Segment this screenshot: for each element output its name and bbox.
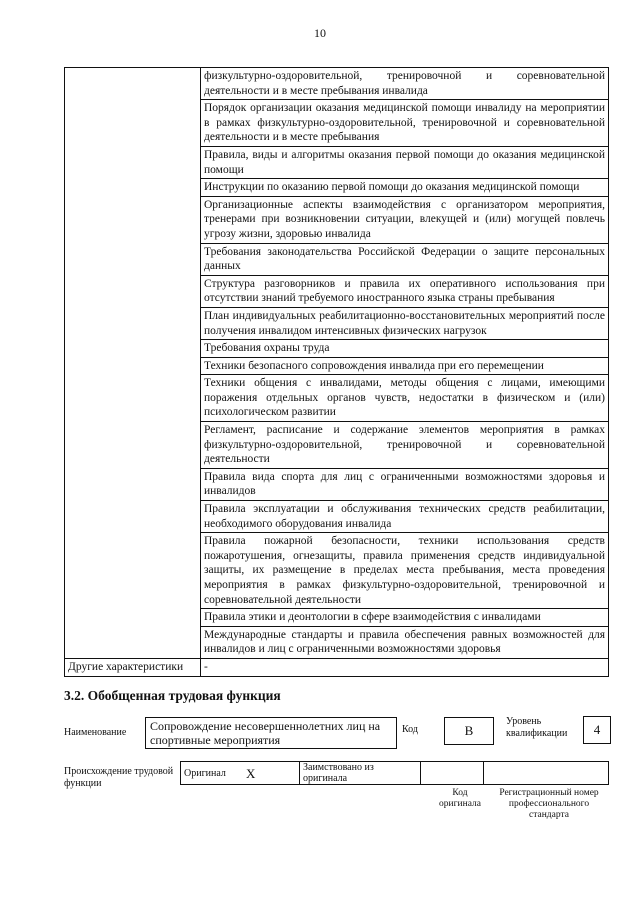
table-cell: Правила вида спорта для лиц с ограниченными возможностями здоровья и инвалидов [201,468,609,500]
table-cell: План индивидуальных реабилитационно-восстановительных мероприятий после получения инвалидом интенсивных физических нагрузок [201,307,609,339]
left-cell-empty [65,68,201,659]
other-characteristics-label: Другие характеристики [65,658,201,676]
table-cell: Требования охраны труда [201,340,609,358]
table-cell: Организационные аспекты взаимодействия с организатором мероприятия, тренерами при возникновении ситуации, влекущей и (или) могущей повлечь угрозу жизни, здоровью инвалида [201,196,609,243]
code-original-cell [421,762,484,785]
table-cell: Требования законодательства Российской Федерации о защите персональных данных [201,243,609,275]
table-cell: Международные стандарты и правила обеспечения равных возможностей для инвалидов и лиц с ограниченными возможностями здоровья [201,626,609,658]
table-cell: Техники общения с инвалидами, методы общения с лицами, имеющими поражения отдельных органов чувств, недостатки в физическом и (или) психологическом развитии [201,375,609,422]
level-label: Уровень квалификации [506,716,568,739]
reg-number-label: Регистрационный номер профессионального стандарта [499,788,599,820]
name-label: Наименование [64,727,127,738]
table-cell: Регламент, расписание и содержание элементов мероприятия в рамках физкультурно-оздоровительной, тренировочной и соревновательной деятельности [201,422,609,469]
table-cell: физкультурно-оздоровительной, тренировочной и соревновательной деятельности и в месте пребывания инвалида [201,68,609,100]
table-row-other [65,658,609,676]
origin-label: Происхождение трудовой функции [64,766,174,789]
table-row [65,68,609,100]
table-cell: Правила этики и деонтологии в сфере взаимодействия с инвалидами [201,609,609,627]
code-label: Код [402,724,418,735]
other-characteristics-value: - [201,658,609,676]
level-field: 4 [583,716,611,744]
table-cell: Правила эксплуатации и обслуживания технических средств реабилитации, необходимого оборудования инвалида [201,501,609,533]
table-cell: Правила, виды и алгоритмы оказания первой помощи до оказания медицинской помощи [201,146,609,178]
code-field: B [444,717,494,745]
reg-number-cell [484,762,609,785]
knowledge-table [64,67,609,677]
page-number: 10 [314,26,326,40]
table-cell: Структура разговорников и правила их оперативного использования при отсутствии знаний требуемого иностранного языка страны пребывания [201,275,609,307]
table-cell: Правила пожарной безопасности, техники использования средств пожаротушения, огнезащиты, правила применения средств индивидуальной защиты, их размещение в пределах места пребывания, места проведения мероприятия в рамках физкультурно-оздоровительной, тренировочной и соревновательной деятельности [201,533,609,609]
name-field: Сопровождение несовершеннолетних лиц на спортивные мероприятия [145,717,397,749]
table-cell: Техники безопасного сопровождения инвалида при его перемещении [201,357,609,375]
borrowed-label: Заимствовано из оригинала [300,762,421,785]
original-mark: X [243,762,300,785]
table-cell: Инструкции по оказанию первой помощи до оказания медицинской помощи [201,179,609,197]
code-original-label: Код оригинала [439,788,481,809]
section-title: 3.2. Обобщенная трудовая функция [64,688,281,703]
table-cell: Порядок организации оказания медицинской помощи инвалиду на мероприятии в рамках физкультурно-оздоровительной, тренировочной и соревновательной деятельности и в месте пребывания [201,100,609,147]
original-label: Оригинал [181,762,244,785]
origin-table [180,761,609,785]
